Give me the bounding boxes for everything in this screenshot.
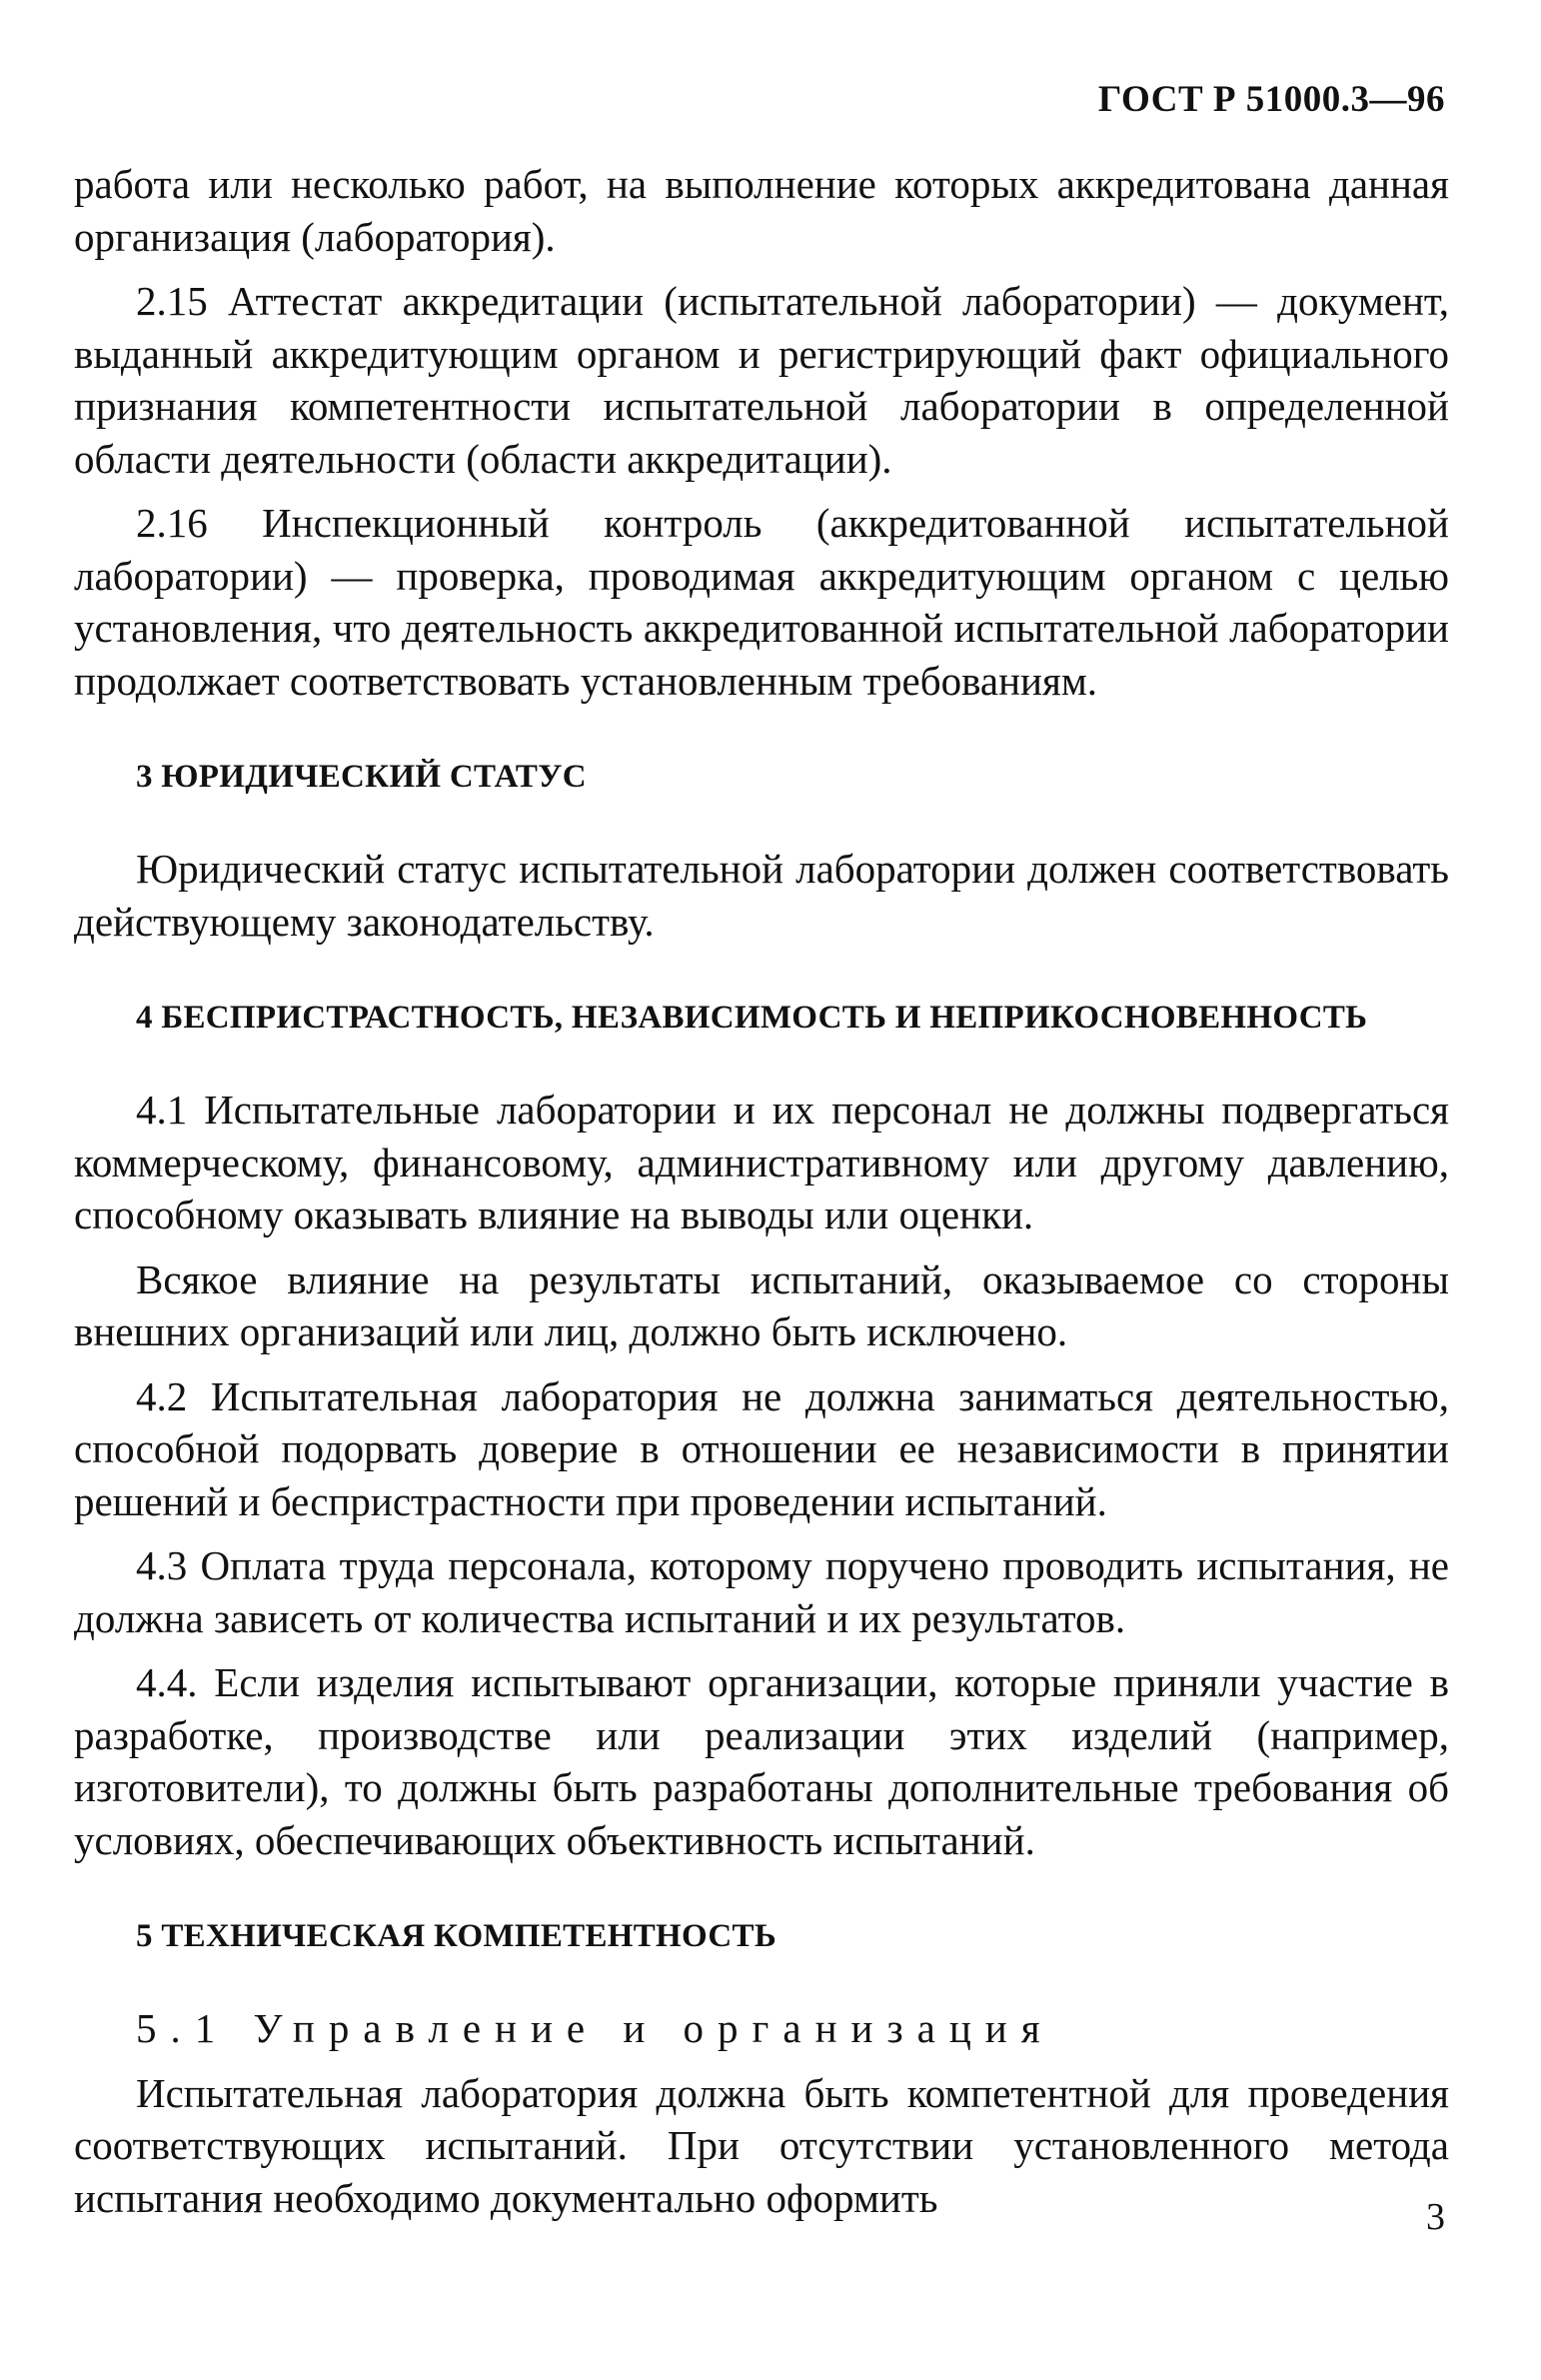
section-heading-4: 4 БЕСПРИСТРАСТНОСТЬ, НЕЗАВИСИМОСТЬ И НЕПРИКОСНОВЕННОСТЬ bbox=[136, 1000, 1368, 1036]
paragraph-4-3: 4.3 Оплата труда персонала, которому поручено проводить испытания, не должна зависеть от количества испытаний и их результатов. bbox=[74, 1542, 1449, 1641]
paragraph-4-1: 4.1 Испытательные лаборатории и их персонал не должны подвергаться коммерческому, финансовому, административному или другому давлению, способному оказывать влияние на выводы или оценки. bbox=[74, 1087, 1449, 1237]
subsection-title-5-1: 5.1 Управление и организация bbox=[136, 2005, 1054, 2051]
page-body bbox=[74, 158, 1449, 2224]
paragraph-2-16: 2.16 Инспекционный контроль (аккредитованной испытательной лаборатории) — проверка, проводимая аккредитующим органом с целью установления, что деятельность аккредитованной испытательной лаборатории продолжает соответствовать установленным требованиям. bbox=[74, 500, 1449, 704]
section-heading-5: 5 ТЕХНИЧЕСКАЯ КОМПЕТЕНТНОСТЬ bbox=[136, 1918, 776, 1954]
paragraph-5-1-text: Испытательная лаборатория должна быть компетентной для проведения соответствующих испытаний. При отсутствии установленного метода испытания необходимо документально оформить bbox=[74, 2069, 1449, 2221]
standard-designation: ГОСТ Р 51000.3—96 bbox=[1097, 79, 1445, 120]
paragraph-4-1-b: Всякое влияние на результаты испытаний, оказываемое со стороны внешних организаций или лиц, должно быть исключено. bbox=[74, 1255, 1449, 1354]
section-heading-3: 3 ЮРИДИЧЕСКИЙ СТАТУС bbox=[136, 759, 587, 795]
paragraph-continuation: работа или несколько работ, на выполнение которых аккредитована данная организация (лаборатория). bbox=[74, 161, 1449, 260]
page-number: 3 bbox=[1426, 2196, 1445, 2238]
paragraph-4-4: 4.4. Если изделия испытывают организации, которые приняли участие в разработке, производстве или реализации этих изделий (например, изготовители), то должны быть разработаны дополнительные требования об условиях, обеспечивающих объективность испытаний. bbox=[74, 1659, 1449, 1863]
paragraph-3-text: Юридический статус испытательной лаборатории должен соответствовать действующему законодательству. bbox=[74, 846, 1449, 945]
paragraph-4-2: 4.2 Испытательная лаборатория не должна заниматься деятельностью, способной подорвать доверие в отношении ее независимости в принятии решений и беспристрастности при проведении испытаний. bbox=[74, 1372, 1449, 1524]
paragraph-2-15: 2.15 Аттестат аккредитации (испытательной лаборатории) — документ, выданный аккредитующим органом и регистрирующий факт официального признания компетентности испытательной лаборатории в определенной области деятельности (области аккредитации). bbox=[74, 278, 1449, 482]
